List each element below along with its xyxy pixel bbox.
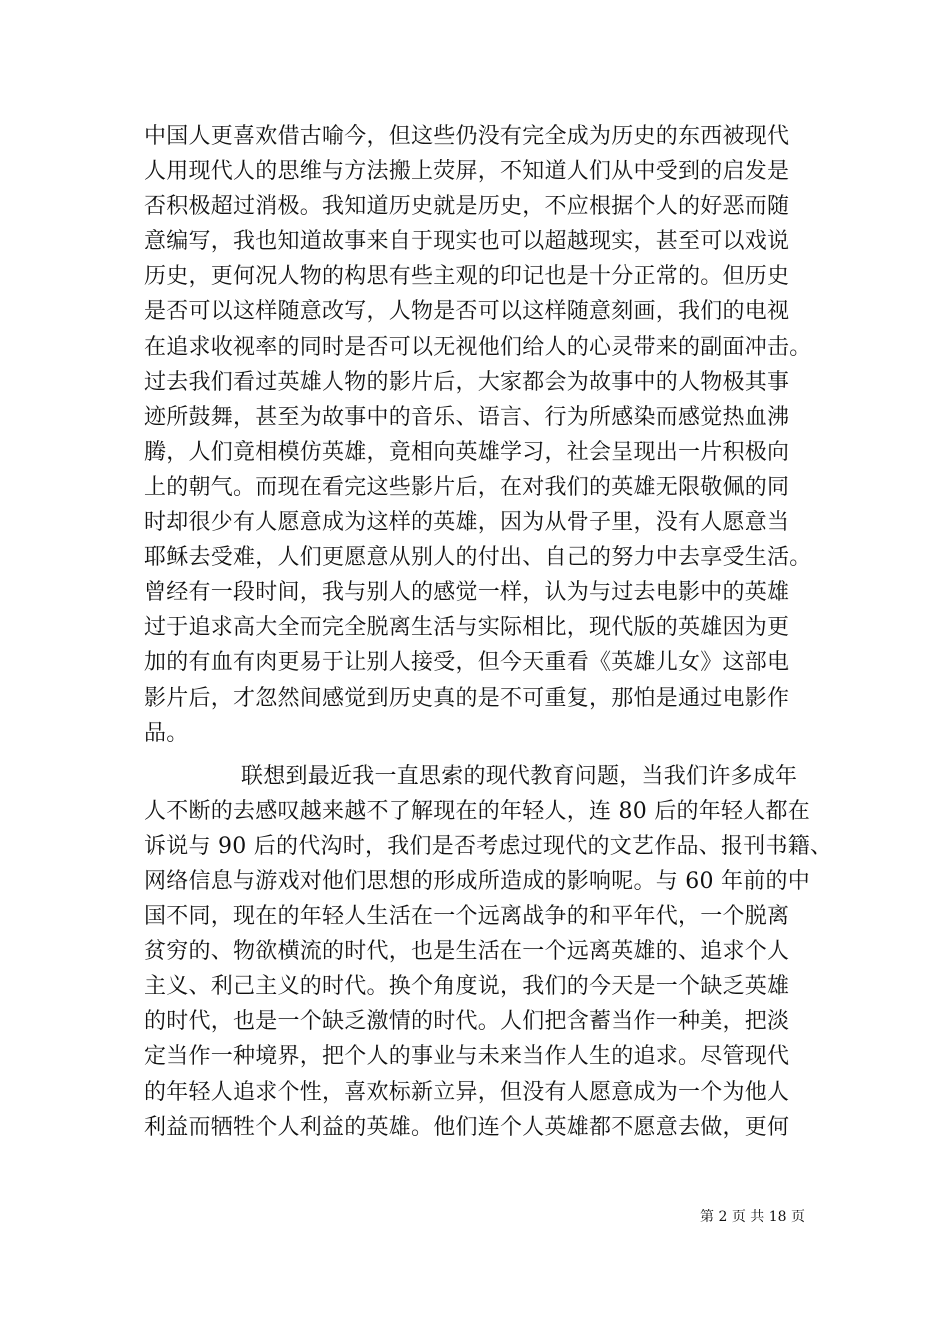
text-line: 加的有血有肉更易于让别人接受，但今天重看《英雄儿女》这部电 bbox=[144, 650, 790, 676]
page-number-footer: 第 2 页 共 18 页 bbox=[700, 1209, 805, 1225]
text-line: 人用现代人的思维与方法搬上荧屏，不知道人们从中受到的启发是 bbox=[144, 159, 790, 185]
text-line: 否积极超过消极。我知道历史就是历史，不应根据个人的好恶而随 bbox=[144, 194, 790, 220]
text-line: 影片后，才忽然间感觉到历史真的是不可重复，那怕是通过电影作 bbox=[144, 685, 790, 711]
text-line: 利益而牺牲个人利益的英雄。他们连个人英雄都不愿意去做，更何 bbox=[144, 1114, 790, 1140]
text-line: 人不断的去感叹越来越不了解现在的年轻人，连 80 后的年轻人都在 bbox=[144, 798, 810, 824]
text-line: 主义、利己主义的时代。换个角度说，我们的今天是一个缺乏英雄 bbox=[144, 974, 790, 1000]
text-line: 是否可以这样随意改写，人物是否可以这样随意刻画，我们的电视 bbox=[144, 299, 790, 325]
text-line: 的时代，也是一个缺乏激情的时代。人们把含蓄当作一种美，把淡 bbox=[144, 1009, 790, 1035]
document-body bbox=[144, 119, 833, 1145]
text-line: 中国人更喜欢借古喻今，但这些仍没有完全成为历史的东西被现代 bbox=[144, 124, 790, 149]
text-line: 定当作一种境界，把个人的事业与未来当作人生的追求。尽管现代 bbox=[144, 1044, 790, 1070]
text-line: 时却很少有人愿意成为这样的英雄，因为从骨子里，没有人愿意当 bbox=[144, 510, 790, 536]
text-line: 贫穷的、物欲横流的时代，也是生活在一个远离英雄的、追求个人 bbox=[144, 939, 790, 965]
text-line: 的年轻人追求个性，喜欢标新立异，但没有人愿意成为一个为他人 bbox=[144, 1079, 790, 1105]
text-line: 品。 bbox=[144, 720, 189, 746]
text-line: 耶稣去受难，人们更愿意从别人的付出、自己的努力中去享受生活。 bbox=[144, 545, 812, 571]
text-line: 过去我们看过英雄人物的影片后，大家都会为故事中的人物极其事 bbox=[144, 369, 790, 395]
text-line: 诉说与 90 后的代沟时，我们是否考虑过现代的文艺作品、报刊书籍、 bbox=[144, 833, 833, 859]
text-line-indented: 联想到最近我一直思索的现代教育问题，当我们许多成年 bbox=[241, 763, 798, 789]
paragraph-2 bbox=[144, 759, 833, 1145]
text-line: 迹所鼓舞，甚至为故事中的音乐、语言、行为所感染而感觉热血沸 bbox=[144, 404, 790, 430]
text-line: 上的朝气。而现在看完这些影片后，在对我们的英雄无限敬佩的同 bbox=[144, 474, 790, 500]
text-line: 过于追求高大全而完全脱离生活与实际相比，现代版的英雄因为更 bbox=[144, 615, 790, 641]
text-line: 网络信息与游戏对他们思想的形成所造成的影响呢。与 60 年前的中 bbox=[144, 868, 810, 894]
paragraph-1 bbox=[144, 119, 810, 751]
text-line: 曾经有一段时间，我与别人的感觉一样，认为与过去电影中的英雄 bbox=[144, 580, 790, 606]
text-line: 历史，更何况人物的构思有些主观的印记也是十分正常的。但历史 bbox=[144, 264, 790, 290]
text-line: 在追求收视率的同时是否可以无视他们给人的心灵带来的副面冲击。 bbox=[144, 334, 812, 360]
paragraph-gap bbox=[144, 751, 810, 759]
text-line: 国不同，现在的年轻人生活在一个远离战争的和平年代，一个脱离 bbox=[144, 904, 790, 930]
text-line: 意编写，我也知道故事来自于现实也可以超越现实，甚至可以戏说 bbox=[144, 229, 790, 255]
text-line: 腾，人们竟相模仿英雄，竟相向英雄学习，社会呈现出一片积极向 bbox=[144, 439, 790, 465]
